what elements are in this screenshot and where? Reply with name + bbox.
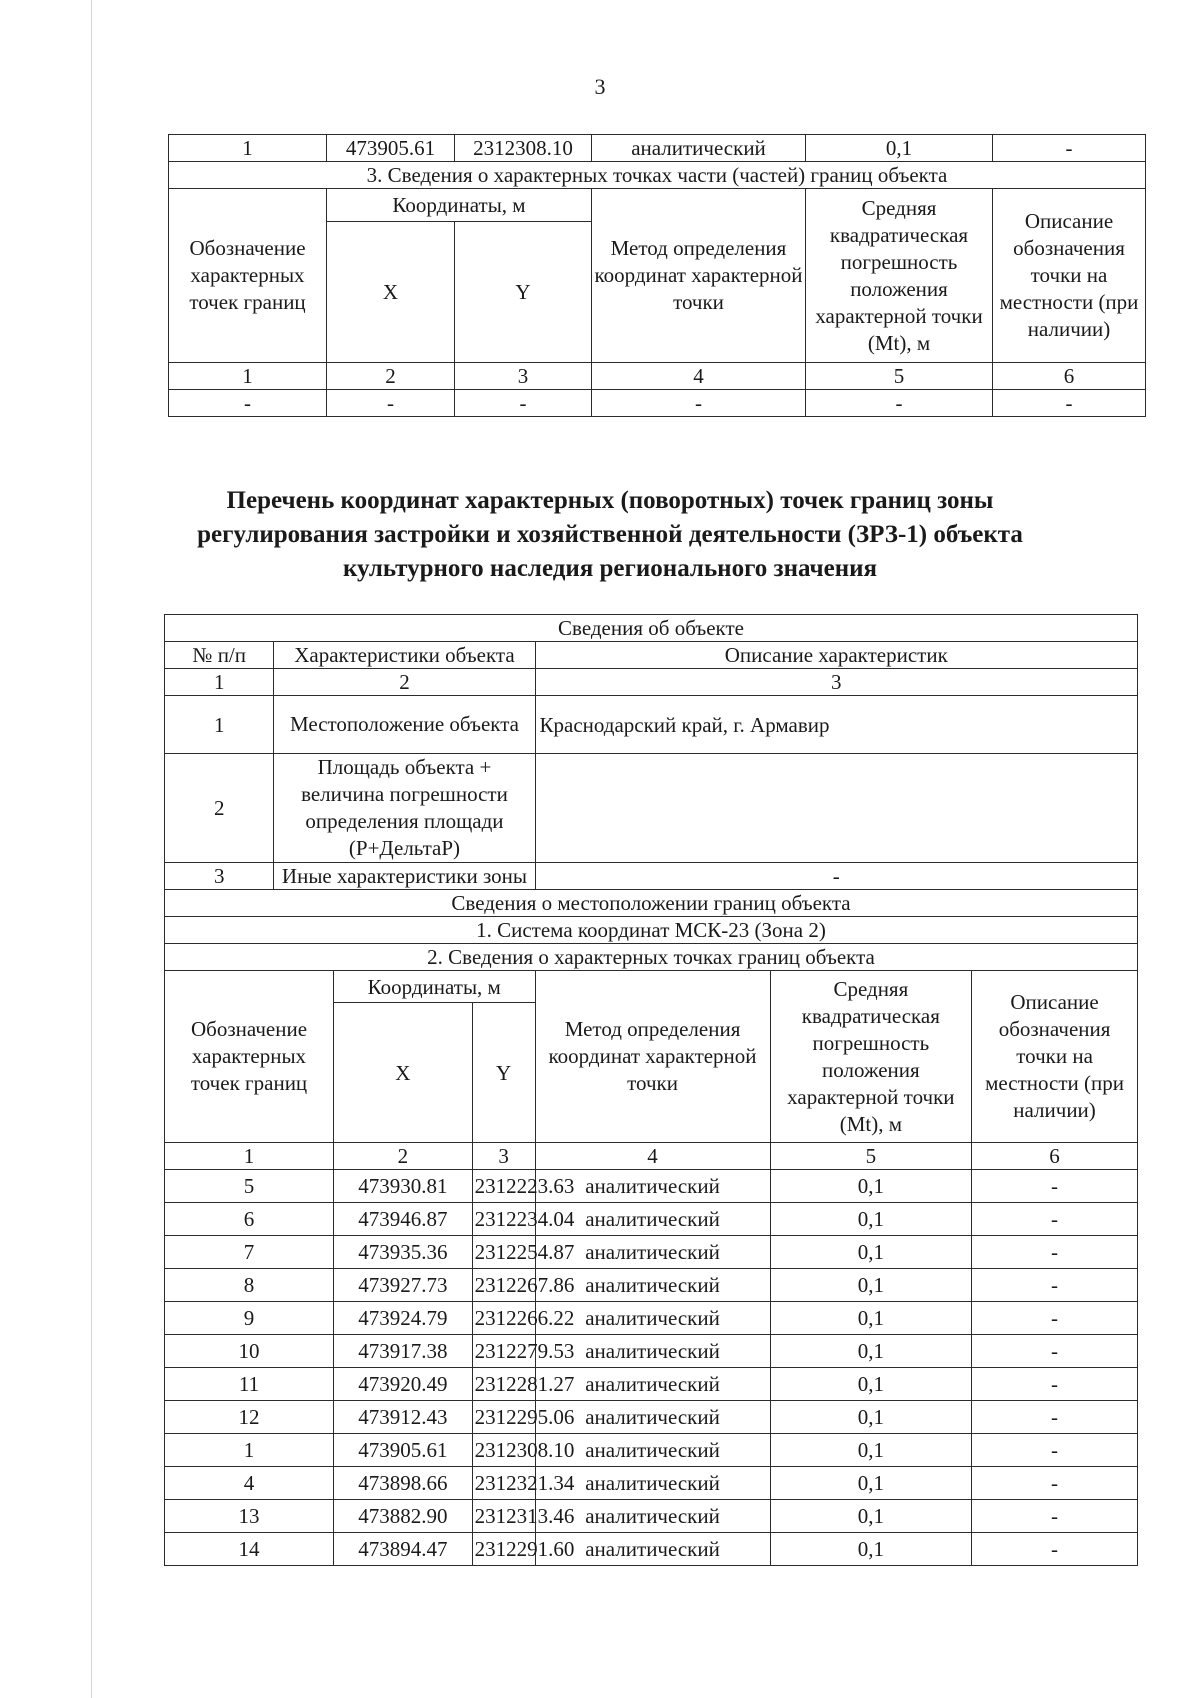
point-description: - (972, 1203, 1138, 1236)
point-y: 2312223.63 (472, 1170, 535, 1203)
point-y: 2312279.53 (472, 1335, 535, 1368)
points-title: 2. Сведения о характерных точках границ объекта (165, 944, 1138, 971)
point-y: 2312308.10 (472, 1434, 535, 1467)
point-id: 13 (165, 1500, 334, 1533)
info-header-num: № п/п (165, 642, 274, 669)
info-row (165, 754, 1138, 863)
point-description: - (972, 1467, 1138, 1500)
cell: 4 (592, 363, 806, 390)
cell: 3 (535, 669, 1138, 696)
point-x: 473898.66 (334, 1467, 473, 1500)
location-title: Сведения о местоположении границ объекта (165, 890, 1138, 917)
header-description: Описание обозначения точки на местности (при наличии) (972, 971, 1138, 1143)
cell: 3 (472, 1143, 535, 1170)
point-id: 14 (165, 1533, 334, 1566)
header-designation: Обозначение характерных точек границ (169, 189, 327, 363)
cell: 1 (165, 669, 274, 696)
header-description: Описание обозначения точки на местности (при наличии) (993, 189, 1146, 363)
point-description: - (972, 1269, 1138, 1302)
header-method: Метод определения координат характерной точки (592, 189, 806, 363)
point-description: - (972, 1335, 1138, 1368)
page-title: Перечень координат характерных (поворотных) точек границ зоны регулирования застройки и хозяйственной деятельности (ЗРЗ-1) объекта культурного наследия регионального значения (197, 487, 1023, 582)
table-row (165, 1500, 1138, 1533)
cell: 1 (169, 135, 327, 162)
table-row (165, 1269, 1138, 1302)
point-method: аналитический (535, 1434, 770, 1467)
point-x: 473912.43 (334, 1401, 473, 1434)
cell: - (806, 390, 993, 417)
point-method: аналитический (535, 1269, 770, 1302)
point-error: 0,1 (770, 1500, 972, 1533)
point-method: аналитический (535, 1236, 770, 1269)
cell: - (455, 390, 592, 417)
header-row (169, 189, 1146, 222)
cell: 0,1 (806, 135, 993, 162)
point-method: аналитический (535, 1500, 770, 1533)
point-method: аналитический (535, 1533, 770, 1566)
point-error: 0,1 (770, 1401, 972, 1434)
point-id: 10 (165, 1335, 334, 1368)
point-id: 4 (165, 1467, 334, 1500)
point-x: 473917.38 (334, 1335, 473, 1368)
point-method: аналитический (535, 1401, 770, 1434)
point-id: 8 (165, 1269, 334, 1302)
point-error: 0,1 (770, 1203, 972, 1236)
header-error: Средняя квадратическая погрешность положения характерной точки (Mt), м (770, 971, 972, 1143)
header-y: Y (472, 1003, 535, 1143)
point-y: 2312295.06 (472, 1401, 535, 1434)
point-id: 1 (165, 1434, 334, 1467)
table-row (165, 1203, 1138, 1236)
info-name: Площадь объекта + величина погрешности определения площади (P+ДельтаP) (274, 754, 535, 863)
header-designation: Обозначение характерных точек границ (165, 971, 334, 1143)
table-row (165, 1368, 1138, 1401)
table-row (169, 390, 1146, 417)
table-row (165, 1302, 1138, 1335)
point-description: - (972, 1236, 1138, 1269)
point-y: 2312234.04 (472, 1203, 535, 1236)
point-error: 0,1 (770, 1467, 972, 1500)
header-x: X (327, 222, 455, 363)
header-coords: Координаты, м (334, 971, 536, 1003)
section-title: 3. Сведения о характерных точках части (частей) границ объекта (169, 162, 1146, 189)
header-x: X (334, 1003, 473, 1143)
info-value: - (535, 863, 1138, 890)
point-error: 0,1 (770, 1368, 972, 1401)
point-method: аналитический (535, 1203, 770, 1236)
table-row (165, 1170, 1138, 1203)
point-x: 473905.61 (334, 1434, 473, 1467)
point-description: - (972, 1368, 1138, 1401)
point-description: - (972, 1401, 1138, 1434)
info-column-numbers-row (165, 669, 1138, 696)
info-header-value: Описание характеристик (535, 642, 1138, 669)
point-description: - (972, 1170, 1138, 1203)
point-error: 0,1 (770, 1170, 972, 1203)
info-row (165, 696, 1138, 754)
point-description: - (972, 1500, 1138, 1533)
point-x: 473946.87 (334, 1203, 473, 1236)
points-title-row (165, 944, 1138, 971)
point-description: - (972, 1533, 1138, 1566)
table-row (165, 1434, 1138, 1467)
point-error: 0,1 (770, 1434, 972, 1467)
point-id: 5 (165, 1170, 334, 1203)
point-y: 2312291.60 (472, 1533, 535, 1566)
cell: - (169, 390, 327, 417)
column-numbers-row (169, 363, 1146, 390)
table-row (165, 1401, 1138, 1434)
cell: 2 (334, 1143, 473, 1170)
header-coords: Координаты, м (327, 189, 592, 222)
table-row (169, 135, 1146, 162)
main-points-table (164, 614, 1138, 1566)
info-row (165, 863, 1138, 890)
point-id: 6 (165, 1203, 334, 1236)
location-title-row (165, 890, 1138, 917)
info-value: Краснодарский край, г. Армавир (535, 696, 1138, 754)
point-error: 0,1 (770, 1236, 972, 1269)
info-name: Местоположение объекта (274, 696, 535, 754)
cell: - (993, 390, 1146, 417)
info-num: 3 (165, 863, 274, 890)
cell: - (993, 135, 1146, 162)
section-title-row (169, 162, 1146, 189)
info-value (535, 754, 1138, 863)
cell: аналитический (592, 135, 806, 162)
point-x: 473882.90 (334, 1500, 473, 1533)
page-binding-line (91, 0, 92, 1698)
point-method: аналитический (535, 1467, 770, 1500)
points-body (165, 1170, 1138, 1566)
cell: 5 (806, 363, 993, 390)
point-y: 2312267.86 (472, 1269, 535, 1302)
point-description: - (972, 1434, 1138, 1467)
point-error: 0,1 (770, 1269, 972, 1302)
cell: 4 (535, 1143, 770, 1170)
point-x: 473930.81 (334, 1170, 473, 1203)
cell: 2 (274, 669, 535, 696)
point-x: 473920.49 (334, 1368, 473, 1401)
table-row (165, 1533, 1138, 1566)
point-id: 7 (165, 1236, 334, 1269)
cell: 6 (972, 1143, 1138, 1170)
cell: 1 (165, 1143, 334, 1170)
point-method: аналитический (535, 1170, 770, 1203)
cell: 5 (770, 1143, 972, 1170)
point-method: аналитический (535, 1335, 770, 1368)
table-row (165, 1335, 1138, 1368)
cell: - (592, 390, 806, 417)
point-y: 2312321.34 (472, 1467, 535, 1500)
point-x: 473924.79 (334, 1302, 473, 1335)
object-info-title-row (165, 615, 1138, 642)
cell: 6 (993, 363, 1146, 390)
header-error: Средняя квадратическая погрешность положения характерной точки (Mt), м (806, 189, 993, 363)
header-method: Метод определения координат характерной точки (535, 971, 770, 1143)
point-error: 0,1 (770, 1533, 972, 1566)
table-row (165, 1467, 1138, 1500)
info-num: 1 (165, 696, 274, 754)
top-points-table (168, 134, 1146, 417)
coord-system-row (165, 917, 1138, 944)
point-id: 11 (165, 1368, 334, 1401)
info-header-name: Характеристики объекта (274, 642, 535, 669)
column-numbers-row (165, 1143, 1138, 1170)
point-y: 2312254.87 (472, 1236, 535, 1269)
point-method: аналитический (535, 1302, 770, 1335)
point-id: 9 (165, 1302, 334, 1335)
info-name: Иные характеристики зоны (274, 863, 535, 890)
point-y: 2312313.46 (472, 1500, 535, 1533)
header-y: Y (455, 222, 592, 363)
point-description: - (972, 1302, 1138, 1335)
point-method: аналитический (535, 1368, 770, 1401)
header-row (165, 971, 1138, 1003)
table-row (165, 1236, 1138, 1269)
coord-system: 1. Система координат МСК-23 (Зона 2) (165, 917, 1138, 944)
point-y: 2312266.22 (472, 1302, 535, 1335)
cell: - (327, 390, 455, 417)
point-y: 2312281.27 (472, 1368, 535, 1401)
cell: 2312308.10 (455, 135, 592, 162)
object-info-title: Сведения об объекте (165, 615, 1138, 642)
page-number: 3 (594, 74, 606, 99)
cell: 2 (327, 363, 455, 390)
info-header-row (165, 642, 1138, 669)
point-x: 473927.73 (334, 1269, 473, 1302)
point-x: 473894.47 (334, 1533, 473, 1566)
cell: 473905.61 (327, 135, 455, 162)
info-num: 2 (165, 754, 274, 863)
point-error: 0,1 (770, 1335, 972, 1368)
point-x: 473935.36 (334, 1236, 473, 1269)
cell: 1 (169, 363, 327, 390)
cell: 3 (455, 363, 592, 390)
point-error: 0,1 (770, 1302, 972, 1335)
point-id: 12 (165, 1401, 334, 1434)
